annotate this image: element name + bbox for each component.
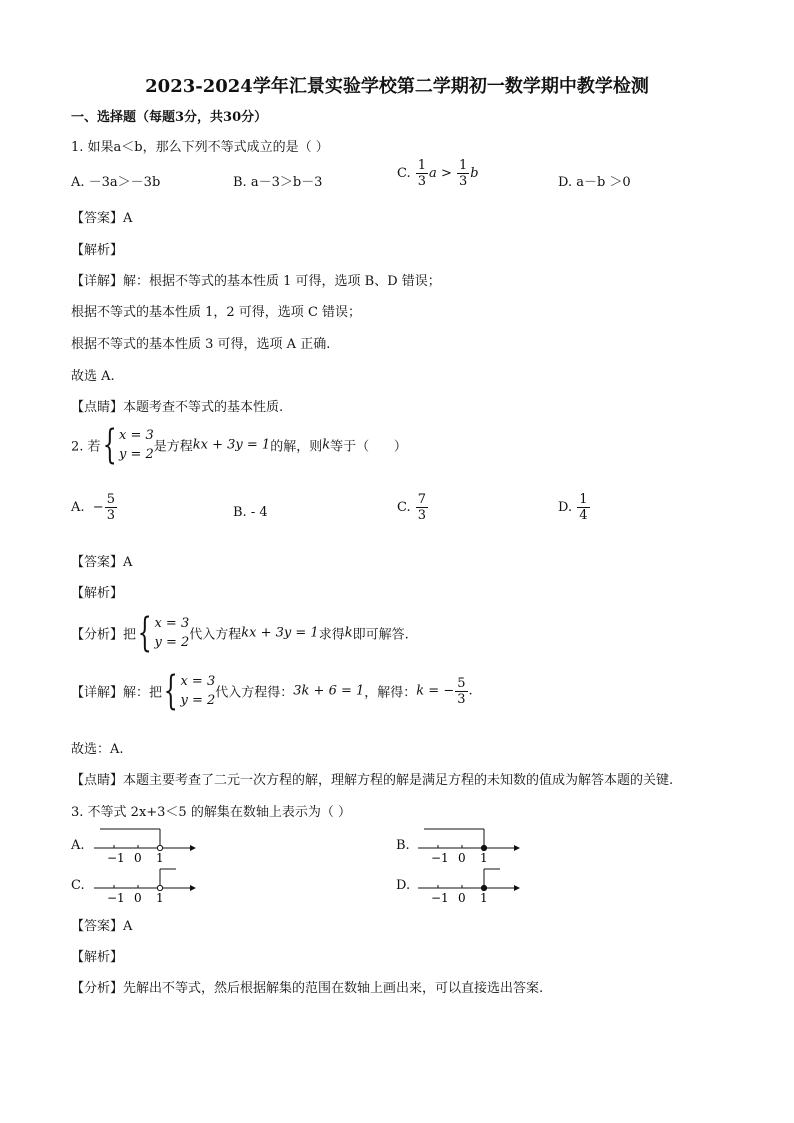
q2-dt-den: 3 — [457, 691, 466, 707]
q3-option-b-label: B. — [396, 838, 410, 853]
q1-option-d: D. a－b ＞0 — [558, 175, 631, 190]
q3-fenxi: 【分析】先解出不等式，然后根据解集的范围在数轴上画出来，可以直接选出答案. — [71, 981, 544, 996]
tick-label-0: 0 — [458, 851, 466, 865]
tick-label-1: 1 — [480, 891, 488, 905]
q1-option-b: B. a－3＞b－3 — [233, 175, 323, 190]
q3-stem: 3. 不等式 2x+3＜5 的解集在数轴上表示为（ ） — [71, 805, 351, 820]
q1-answer: 【答案】A — [71, 211, 133, 226]
q1-stem: 1. 如果a＜b，那么下列不等式成立的是（ ） — [71, 140, 329, 155]
page-title: 2023-2024学年汇景实验学校第二学期初一数学期中教学检测 — [145, 76, 649, 97]
brace-icon: { — [137, 610, 152, 656]
q2-x-eq: x = 3 — [119, 428, 154, 443]
q2-system — [119, 426, 154, 464]
q2-dt-frac — [455, 676, 467, 707]
q1-option-c-label: C. — [397, 166, 411, 181]
q2-a-den: 3 — [106, 508, 115, 523]
q2-fx-x: x = 3 — [154, 616, 190, 631]
q2-c-num: 7 — [417, 492, 427, 507]
q2-d-den: 4 — [579, 508, 588, 523]
section-heading: 一、选择题（每题3分，共30分） — [71, 110, 268, 125]
q2-analysis: 【解析】 — [71, 586, 124, 601]
q2-answer: 【答案】A — [71, 555, 133, 570]
q2-fx-y: y = 2 — [154, 635, 190, 650]
q2-comment: 【点睛】本题主要考查了二元一次方程的解，理解方程的解是满足方程的未知数的值成为解答本题的关键. — [71, 773, 674, 788]
q2-stem-end: 等于（ ） — [330, 439, 407, 455]
brace-icon: { — [102, 422, 117, 468]
q1-c-den2: 3 — [458, 174, 468, 189]
q2-fx-eq: kx + 3y = 1 — [241, 625, 319, 641]
q1-analysis: 【解析】 — [71, 243, 124, 258]
brace-icon: { — [163, 668, 178, 714]
q2-choose: 故选：A. — [71, 742, 124, 757]
q2-fx-end: 即可解答. — [352, 627, 409, 643]
q2-dt-eq: 3k + 6 = 1 — [293, 683, 365, 699]
q1-option-c-frac1 — [416, 158, 428, 189]
q3-option-a-label: A. — [71, 838, 85, 853]
q2-fenxi — [71, 610, 409, 656]
q1-comment: 【点睛】本题考查不等式的基本性质. — [71, 400, 284, 415]
q3-number-line-b — [414, 826, 524, 866]
q2-fx-k: k — [344, 625, 353, 641]
q2-k: k — [322, 437, 331, 453]
tick-label-neg1: −1 — [431, 851, 449, 865]
tick-label-neg1: −1 — [107, 851, 125, 865]
q1-detail-line2: 根据不等式的基本性质 1，2 可得，选项 C 错误； — [71, 305, 362, 320]
q3-number-line-a — [90, 826, 200, 866]
q1-c-var1: a — [429, 166, 437, 181]
q2-stem — [71, 422, 407, 468]
q1-c-num1: 1 — [417, 158, 427, 173]
q1-option-a: A. －3a＞－3b — [71, 175, 161, 190]
tick-label-neg1: −1 — [107, 891, 125, 905]
q2-stem-post: 的解，则 — [270, 439, 323, 455]
q2-d-frac — [577, 492, 589, 523]
q2-dt-end: . — [468, 683, 473, 699]
q2-dt-num: 5 — [457, 675, 466, 691]
q1-option-c — [397, 158, 479, 189]
q3-option-c-label: C. — [71, 878, 85, 893]
q1-choose: 故选 A. — [71, 369, 115, 384]
q2-c-den: 3 — [417, 508, 427, 523]
q2-dt-pre: 【详解】解：把 — [71, 685, 163, 701]
q2-dt-x: x = 3 — [180, 674, 216, 689]
tick-label-0: 0 — [134, 851, 142, 865]
tick-label-1: 1 — [156, 891, 164, 905]
q1-c-gt: > — [436, 166, 456, 181]
q1-option-c-frac2 — [457, 158, 469, 189]
q2-y-eq: y = 2 — [119, 447, 154, 462]
q2-dt-mid: 代入方程得： — [215, 685, 294, 701]
tick-label-0: 0 — [134, 891, 142, 905]
q2-stem-mid: 是方程 — [153, 439, 193, 455]
q2-fx-pre: 【分析】把 — [71, 627, 137, 643]
q2-detail — [71, 668, 473, 714]
q2-option-d — [558, 492, 591, 523]
q1-c-num2: 1 — [458, 158, 468, 173]
tick-label-1: 1 — [156, 851, 164, 865]
q2-option-a — [71, 492, 118, 523]
tick-label-0: 0 — [458, 891, 466, 905]
q3-answer: 【答案】A — [71, 919, 133, 934]
q2-c-label: C. — [397, 500, 411, 515]
q1-detail-line3: 根据不等式的基本性质 3 可得，选项 A 正确. — [71, 337, 331, 352]
q3-option-d-label: D. — [396, 878, 411, 893]
q2-equation: kx + 3y = 1 — [192, 437, 271, 453]
q3-analysis: 【解析】 — [71, 950, 124, 965]
q2-d-num: 1 — [579, 492, 588, 507]
q2-fx-mid: 代入方程 — [189, 627, 242, 643]
q2-a-num: 5 — [106, 492, 115, 507]
q2-d-label: D. — [558, 500, 573, 515]
q2-dt-y: y = 2 — [180, 693, 216, 708]
q2-option-b: B. - 4 — [233, 505, 268, 520]
q2-dt-system — [180, 672, 215, 710]
q1-c-var2: b — [470, 166, 479, 181]
tick-label-neg1: −1 — [431, 891, 449, 905]
q3-number-line-d — [414, 866, 524, 906]
q1-c-den1: 3 — [417, 174, 427, 189]
q2-option-c — [397, 492, 429, 523]
tick-label-1: 1 — [480, 851, 488, 865]
q2-fx-post: 求得 — [318, 627, 345, 643]
q1-detail: 【详解】解：根据不等式的基本性质 1 可得，选项 B、D 错误； — [71, 274, 441, 289]
q2-fx-system — [154, 614, 189, 652]
q2-dt-k: k = − — [416, 683, 455, 699]
q2-stem-pre: 2. 若 — [71, 439, 101, 455]
q2-a-frac — [105, 492, 117, 523]
q2-dt-post: ，解得： — [364, 685, 417, 701]
q2-c-frac — [416, 492, 428, 523]
q2-a-label: A. − — [71, 500, 104, 515]
q3-number-line-c — [90, 866, 200, 906]
